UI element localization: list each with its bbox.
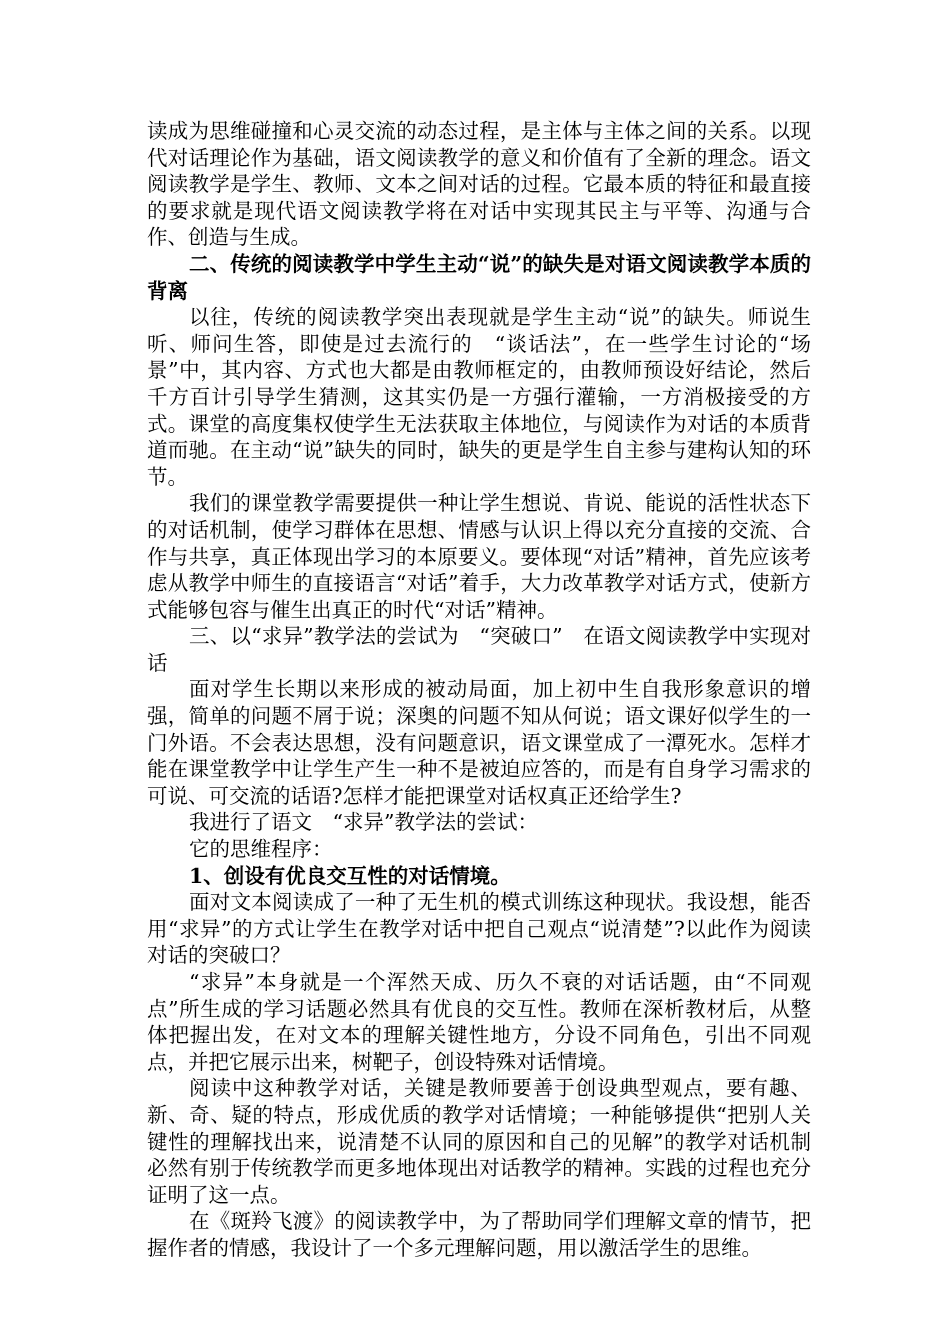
paragraph: 以往，传统的阅读教学突出表现就是学生主动“说”的缺失。师说生听、师问生答，即使是过去流行的 “谈话法”，在一些学生讨论的“场景”中，其内容、方式也大都是由教师框定的，由教师预设好结论，然后千方百计引导学生猜测，这其实仍是一方强行灌输，一方消极接受的方式。课堂的高度集权使学生无法获取主体地位，与阅读作为对话的本质背道而驰。在主动“说”缺失的同时，缺失的更是学生自主参与建构认知的环节。: [147, 305, 811, 489]
paragraph: “求异”本身就是一个浑然天成、历久不衰的对话话题，由“不同观点”所生成的学习话题必然具有优良的交互性。教师在深析教材后，从整体把握出发，在对文本的理解关键性地方，分设不同角色，引出不同观点，并把它展示出来，树靶子，创设特殊对话情境。: [147, 970, 811, 1074]
section-heading-3: 三、以“求异”教学法的尝试为 “突破口” 在语文阅读教学中实现对话: [147, 624, 811, 675]
paragraph: 我们的课堂教学需要提供一种让学生想说、肯说、能说的活性状态下的对话机制，使学习群体在思想、情感与认识上得以充分直接的交流、合作与共享，真正体现出学习的本原要义。要体现“对话”精神，首先应该考虑从教学中师生的直接语言“对话”着手，大力改革教学对话方式，使新方式能够包容与催生出真正的时代“对话”精神。: [147, 491, 811, 622]
paragraph-continuation: 读成为思维碰撞和心灵交流的动态过程，是主体与主体之间的关系。以现代对话理论作为基础，语文阅读教学的意义和价值有了全新的理念。语文阅读教学是学生、教师、文本之间对话的过程。它最本质的特征和最直接的要求就是现代语文阅读教学将在对话中实现其民主与平等、沟通与合作、创造与生成。: [147, 119, 811, 250]
paragraph: 面对学生长期以来形成的被动局面，加上初中生自我形象意识的增强，简单的问题不屑于说；深奥的问题不知从何说；语文课好似学生的一门外语。不会表达思想，没有问题意识，语文课堂成了一潭死水。怎样才能在课堂教学中让学生产生一种不是被迫应答的，而是有自身学习需求的可说、可交流的话语?怎样才能把课堂对话权真正还给学生?: [147, 677, 811, 808]
paragraph: 阅读中这种教学对话，关键是教师要善于创设典型观点，要有趣、新、奇、疑的特点，形成优质的教学对话情境；一种能够提供“把别人关键性的理解找出来，说清楚不认同的原因和自己的见解”的教学对话机制必然有别于传统教学而更多地体现出对话教学的精神。实践的过程也充分证明了这一点。: [147, 1076, 811, 1207]
paragraph: 在《斑羚飞渡》的阅读教学中，为了帮助同学们理解文章的情节，把握作者的情感，我设计了一个多元理解问题，用以激活学生的思维。: [147, 1209, 811, 1260]
paragraph: 我进行了语文 “求异”教学法的尝试：: [189, 810, 538, 835]
document-page: [147, 118, 811, 1262]
paragraph: 它的思维程序：: [189, 837, 333, 862]
section-heading-2: 二、传统的阅读教学中学生主动“说”的缺失是对语文阅读教学本质的背离: [147, 251, 811, 303]
subheading-1: 1、创设有优良交互性的对话情境。: [189, 863, 511, 888]
paragraph: 面对文本阅读成了一种了无生机的模式训练这种现状。我设想，能否用“求异”的方式让学生在教学对话中把自己观点“说清楚”?以此作为阅读对话的突破口？: [147, 890, 811, 968]
